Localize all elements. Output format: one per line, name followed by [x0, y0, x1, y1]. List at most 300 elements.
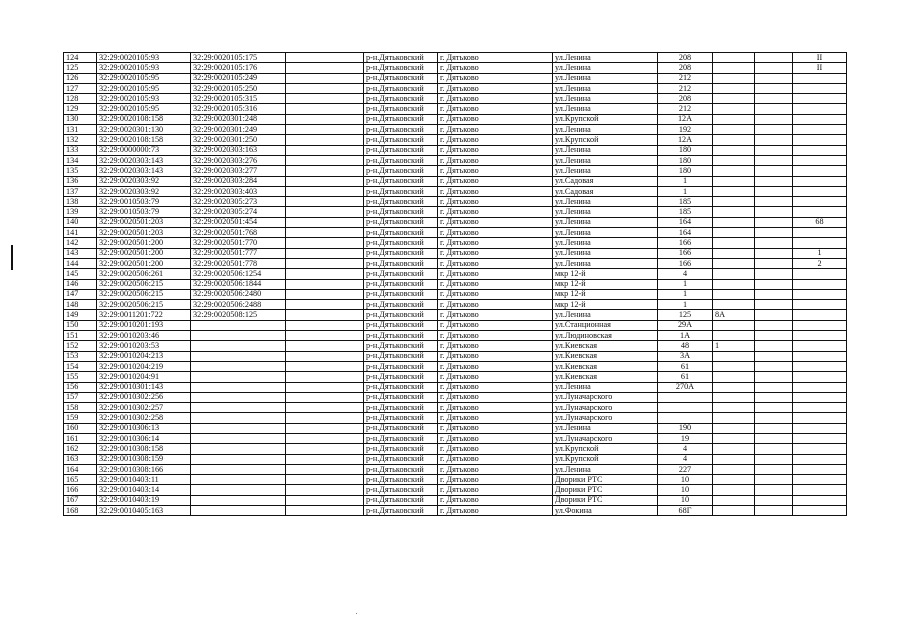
locality-cell: г. Дятьково — [438, 94, 553, 104]
object-number-cell — [191, 413, 286, 423]
district-cell: р-н.Дятьковский — [364, 258, 438, 268]
cadastral-number-cell: 32:29:0020105:95 — [97, 73, 191, 83]
house-cell: 227 — [658, 464, 713, 474]
building-cell — [713, 413, 755, 423]
locality-cell: г. Дятьково — [438, 186, 553, 196]
street-cell: Дворики РТС — [553, 475, 658, 485]
table-row — [64, 166, 847, 176]
blank-cell — [286, 454, 364, 464]
locality-cell: г. Дятьково — [438, 258, 553, 268]
building-cell — [713, 155, 755, 165]
blank-cell — [286, 392, 364, 402]
flat-cell — [793, 382, 847, 392]
cadastral-number-cell: 32:29:0011201:722 — [97, 310, 191, 320]
flat-cell — [793, 228, 847, 238]
building-cell — [713, 300, 755, 310]
letter-cell — [755, 372, 793, 382]
street-cell: ул.Луначарского — [553, 403, 658, 413]
locality-cell: г. Дятьково — [438, 279, 553, 289]
building-cell — [713, 320, 755, 330]
locality-cell: г. Дятьково — [438, 475, 553, 485]
locality-cell: г. Дятьково — [438, 217, 553, 227]
object-number-cell: 32:29:0020506:1844 — [191, 279, 286, 289]
object-number-cell — [191, 331, 286, 341]
letter-cell — [755, 238, 793, 248]
blank-cell — [286, 433, 364, 443]
building-cell — [713, 94, 755, 104]
letter-cell — [755, 382, 793, 392]
table-row — [64, 403, 847, 413]
flat-cell — [793, 73, 847, 83]
house-cell: 166 — [658, 238, 713, 248]
cadastral-number-cell: 32:29:0010302:257 — [97, 403, 191, 413]
house-cell: 164 — [658, 217, 713, 227]
locality-cell: г. Дятьково — [438, 372, 553, 382]
flat-cell — [793, 186, 847, 196]
flat-cell — [793, 475, 847, 485]
locality-cell: г. Дятьково — [438, 464, 553, 474]
house-cell: 185 — [658, 207, 713, 217]
letter-cell — [755, 320, 793, 330]
cadastral-number-cell: 32:29:0010308:166 — [97, 464, 191, 474]
building-cell — [713, 485, 755, 495]
building-cell — [713, 228, 755, 238]
street-cell: ул.Ленина — [553, 125, 658, 135]
object-number-cell: 32:29:0020506:2488 — [191, 300, 286, 310]
object-number-cell: 32:29:0020105:249 — [191, 73, 286, 83]
object-number-cell: 32:29:0020303:284 — [191, 176, 286, 186]
locality-cell: г. Дятьково — [438, 392, 553, 402]
letter-cell — [755, 197, 793, 207]
street-cell: ул.Ленина — [553, 145, 658, 155]
locality-cell: г. Дятьково — [438, 289, 553, 299]
district-cell: р-н.Дятьковский — [364, 197, 438, 207]
blank-cell — [286, 145, 364, 155]
letter-cell — [755, 300, 793, 310]
house-cell: 29А — [658, 320, 713, 330]
blank-cell — [286, 217, 364, 227]
letter-cell — [755, 217, 793, 227]
cadastral-number-cell: 32:29:0020501:203 — [97, 217, 191, 227]
table-row — [64, 248, 847, 258]
scan-margin-mark — [11, 245, 13, 270]
letter-cell — [755, 104, 793, 114]
house-cell: 1 — [658, 279, 713, 289]
blank-cell — [286, 475, 364, 485]
flat-cell — [793, 135, 847, 145]
table-row — [64, 485, 847, 495]
house-cell: 164 — [658, 228, 713, 238]
letter-cell — [755, 155, 793, 165]
flat-cell — [793, 197, 847, 207]
cadastral-number-cell: 32:29:0010403:19 — [97, 495, 191, 505]
flat-cell — [793, 331, 847, 341]
cadastral-number-cell: 32:29:0010301:143 — [97, 382, 191, 392]
district-cell: р-н.Дятьковский — [364, 63, 438, 73]
blank-cell — [286, 176, 364, 186]
locality-cell: г. Дятьково — [438, 63, 553, 73]
cadastral-number-cell: 32:29:0020506:215 — [97, 279, 191, 289]
flat-cell — [793, 94, 847, 104]
house-cell: 10 — [658, 475, 713, 485]
blank-cell — [286, 279, 364, 289]
table-row — [64, 176, 847, 186]
table-row — [64, 444, 847, 454]
flat-cell — [793, 506, 847, 516]
blank-cell — [286, 258, 364, 268]
house-cell: 61 — [658, 361, 713, 371]
house-cell: 10 — [658, 495, 713, 505]
row-number-cell: 138 — [64, 197, 97, 207]
district-cell: р-н.Дятьковский — [364, 310, 438, 320]
house-cell: 48 — [658, 341, 713, 351]
street-cell: ул.Ленина — [553, 248, 658, 258]
district-cell: р-н.Дятьковский — [364, 444, 438, 454]
row-number-cell: 129 — [64, 104, 97, 114]
table-row — [64, 73, 847, 83]
building-cell — [713, 207, 755, 217]
district-cell: р-н.Дятьковский — [364, 433, 438, 443]
table-row — [64, 341, 847, 351]
letter-cell — [755, 351, 793, 361]
street-cell: ул.Ленина — [553, 73, 658, 83]
table-row — [64, 454, 847, 464]
letter-cell — [755, 63, 793, 73]
row-number-cell: 132 — [64, 135, 97, 145]
cadastral-number-cell: 32:29:0010405:163 — [97, 506, 191, 516]
blank-cell — [286, 413, 364, 423]
street-cell: ул.Станционная — [553, 320, 658, 330]
street-cell: ул.Людиновская — [553, 331, 658, 341]
district-cell: р-н.Дятьковский — [364, 464, 438, 474]
table-row — [64, 382, 847, 392]
table-row — [64, 269, 847, 279]
house-cell: 4 — [658, 454, 713, 464]
building-cell — [713, 176, 755, 186]
building-cell — [713, 217, 755, 227]
locality-cell: г. Дятьково — [438, 197, 553, 207]
blank-cell — [286, 269, 364, 279]
district-cell: р-н.Дятьковский — [364, 331, 438, 341]
street-cell: ул.Ленина — [553, 166, 658, 176]
table-row — [64, 464, 847, 474]
flat-cell — [793, 125, 847, 135]
flat-cell: 2 — [793, 258, 847, 268]
cadastral-number-cell: 32:29:0020105:93 — [97, 63, 191, 73]
flat-cell — [793, 444, 847, 454]
blank-cell — [286, 248, 364, 258]
letter-cell — [755, 392, 793, 402]
row-number-cell: 159 — [64, 413, 97, 423]
building-cell — [713, 269, 755, 279]
blank-cell — [286, 506, 364, 516]
district-cell: р-н.Дятьковский — [364, 495, 438, 505]
table-row — [64, 228, 847, 238]
building-cell — [713, 83, 755, 93]
blank-cell — [286, 351, 364, 361]
blank-cell — [286, 155, 364, 165]
house-cell: 68Г — [658, 506, 713, 516]
street-cell: ул.Ленина — [553, 53, 658, 63]
blank-cell — [286, 238, 364, 248]
blank-cell — [286, 73, 364, 83]
house-cell: 180 — [658, 145, 713, 155]
flat-cell: 68 — [793, 217, 847, 227]
locality-cell: г. Дятьково — [438, 310, 553, 320]
locality-cell: г. Дятьково — [438, 248, 553, 258]
district-cell: р-н.Дятьковский — [364, 392, 438, 402]
object-number-cell: 32:29:0020501:770 — [191, 238, 286, 248]
building-cell — [713, 433, 755, 443]
table-row — [64, 279, 847, 289]
blank-cell — [286, 485, 364, 495]
cadastral-number-cell: 32:29:0020303:143 — [97, 166, 191, 176]
object-number-cell — [191, 464, 286, 474]
cadastral-number-cell: 32:29:0020108:158 — [97, 135, 191, 145]
table-row — [64, 506, 847, 516]
street-cell: ул.Киевская — [553, 341, 658, 351]
table-row — [64, 155, 847, 165]
blank-cell — [286, 228, 364, 238]
blank-cell — [286, 125, 364, 135]
object-number-cell: 32:29:0020105:175 — [191, 53, 286, 63]
letter-cell — [755, 73, 793, 83]
district-cell: р-н.Дятьковский — [364, 341, 438, 351]
locality-cell: г. Дятьково — [438, 145, 553, 155]
flat-cell: 1 — [793, 248, 847, 258]
district-cell: р-н.Дятьковский — [364, 320, 438, 330]
locality-cell: г. Дятьково — [438, 413, 553, 423]
letter-cell — [755, 403, 793, 413]
letter-cell — [755, 228, 793, 238]
object-number-cell: 32:29:0020508:125 — [191, 310, 286, 320]
object-number-cell: 32:29:0020301:248 — [191, 114, 286, 124]
row-number-cell: 158 — [64, 403, 97, 413]
cadastral-number-cell: 32:29:0020506:215 — [97, 289, 191, 299]
row-number-cell: 150 — [64, 320, 97, 330]
house-cell: 212 — [658, 83, 713, 93]
table-row — [64, 258, 847, 268]
street-cell: ул.Ленина — [553, 238, 658, 248]
letter-cell — [755, 94, 793, 104]
house-cell: 166 — [658, 258, 713, 268]
building-cell — [713, 372, 755, 382]
building-cell — [713, 392, 755, 402]
district-cell: р-н.Дятьковский — [364, 114, 438, 124]
row-number-cell: 131 — [64, 125, 97, 135]
letter-cell — [755, 423, 793, 433]
flat-cell — [793, 289, 847, 299]
street-cell: ул.Ленина — [553, 258, 658, 268]
table-row — [64, 94, 847, 104]
house-cell: 208 — [658, 53, 713, 63]
locality-cell: г. Дятьково — [438, 361, 553, 371]
object-number-cell — [191, 403, 286, 413]
cadastral-number-cell: 32:29:0020501:200 — [97, 258, 191, 268]
house-cell: 185 — [658, 197, 713, 207]
table-row — [64, 217, 847, 227]
flat-cell — [793, 238, 847, 248]
flat-cell: II — [793, 53, 847, 63]
street-cell: ул.Ленина — [553, 382, 658, 392]
district-cell: р-н.Дятьковский — [364, 125, 438, 135]
district-cell: р-н.Дятьковский — [364, 300, 438, 310]
district-cell: р-н.Дятьковский — [364, 207, 438, 217]
row-number-cell: 161 — [64, 433, 97, 443]
locality-cell: г. Дятьково — [438, 155, 553, 165]
table-row — [64, 433, 847, 443]
flat-cell — [793, 454, 847, 464]
blank-cell — [286, 94, 364, 104]
cadastral-number-cell: 32:29:0010308:159 — [97, 454, 191, 464]
row-number-cell: 127 — [64, 83, 97, 93]
row-number-cell: 124 — [64, 53, 97, 63]
locality-cell: г. Дятьково — [438, 485, 553, 495]
table-row — [64, 135, 847, 145]
building-cell — [713, 238, 755, 248]
locality-cell: г. Дятьково — [438, 176, 553, 186]
street-cell: Дворики РТС — [553, 485, 658, 495]
blank-cell — [286, 135, 364, 145]
table-row — [64, 207, 847, 217]
building-cell — [713, 506, 755, 516]
street-cell: ул.Ленина — [553, 63, 658, 73]
object-number-cell — [191, 444, 286, 454]
object-number-cell — [191, 351, 286, 361]
cadastral-number-cell: 32:29:0010403:11 — [97, 475, 191, 485]
district-cell: р-н.Дятьковский — [364, 372, 438, 382]
cadastral-number-cell: 32:29:0010403:14 — [97, 485, 191, 495]
flat-cell: II — [793, 63, 847, 73]
letter-cell — [755, 176, 793, 186]
district-cell: р-н.Дятьковский — [364, 186, 438, 196]
blank-cell — [286, 382, 364, 392]
cadastral-number-cell: 32:29:0010204:213 — [97, 351, 191, 361]
table-row — [64, 475, 847, 485]
street-cell: ул.Киевская — [553, 351, 658, 361]
cadastral-number-cell: 32:29:0020303:92 — [97, 176, 191, 186]
district-cell: р-н.Дятьковский — [364, 73, 438, 83]
cadastral-number-cell: 32:29:0020301:130 — [97, 125, 191, 135]
locality-cell: г. Дятьково — [438, 423, 553, 433]
flat-cell — [793, 351, 847, 361]
blank-cell — [286, 104, 364, 114]
cadastral-number-cell: 32:29:0020506:261 — [97, 269, 191, 279]
letter-cell — [755, 258, 793, 268]
locality-cell: г. Дятьково — [438, 300, 553, 310]
house-cell: 212 — [658, 104, 713, 114]
house-cell: 1А — [658, 331, 713, 341]
letter-cell — [755, 331, 793, 341]
locality-cell: г. Дятьково — [438, 135, 553, 145]
cadastral-number-cell: 32:29:0020105:93 — [97, 94, 191, 104]
flat-cell — [793, 413, 847, 423]
district-cell: р-н.Дятьковский — [364, 403, 438, 413]
house-cell: 19 — [658, 433, 713, 443]
cadastral-number-cell: 32:29:0020108:158 — [97, 114, 191, 124]
row-number-cell: 141 — [64, 228, 97, 238]
district-cell: р-н.Дятьковский — [364, 279, 438, 289]
row-number-cell: 157 — [64, 392, 97, 402]
house-cell: 4 — [658, 269, 713, 279]
house-cell: 3А — [658, 351, 713, 361]
flat-cell — [793, 433, 847, 443]
letter-cell — [755, 135, 793, 145]
district-cell: р-н.Дятьковский — [364, 176, 438, 186]
registry-table — [63, 52, 847, 516]
letter-cell — [755, 186, 793, 196]
locality-cell: г. Дятьково — [438, 104, 553, 114]
building-cell — [713, 454, 755, 464]
letter-cell — [755, 145, 793, 155]
object-number-cell: 32:29:0020303:163 — [191, 145, 286, 155]
building-cell — [713, 403, 755, 413]
locality-cell: г. Дятьково — [438, 382, 553, 392]
object-number-cell: 32:29:0020305:273 — [191, 197, 286, 207]
street-cell: мкр 12-й — [553, 289, 658, 299]
house-cell: 1 — [658, 289, 713, 299]
locality-cell: г. Дятьково — [438, 433, 553, 443]
object-number-cell: 32:29:0020501:778 — [191, 258, 286, 268]
house-cell: 10 — [658, 485, 713, 495]
letter-cell — [755, 506, 793, 516]
cadastral-number-cell: 32:29:0000000:73 — [97, 145, 191, 155]
row-number-cell: 162 — [64, 444, 97, 454]
object-number-cell: 32:29:0020105:315 — [191, 94, 286, 104]
letter-cell — [755, 361, 793, 371]
letter-cell — [755, 413, 793, 423]
flat-cell — [793, 104, 847, 114]
district-cell: р-н.Дятьковский — [364, 145, 438, 155]
district-cell: р-н.Дятьковский — [364, 382, 438, 392]
row-number-cell: 167 — [64, 495, 97, 505]
district-cell: р-н.Дятьковский — [364, 475, 438, 485]
locality-cell: г. Дятьково — [438, 228, 553, 238]
street-cell: ул.Крупской — [553, 114, 658, 124]
cadastral-number-cell: 32:29:0020105:93 — [97, 53, 191, 63]
house-cell: 208 — [658, 94, 713, 104]
district-cell: р-н.Дятьковский — [364, 228, 438, 238]
table-row — [64, 125, 847, 135]
building-cell — [713, 475, 755, 485]
street-cell: ул.Ленина — [553, 217, 658, 227]
row-number-cell: 151 — [64, 331, 97, 341]
district-cell: р-н.Дятьковский — [364, 423, 438, 433]
object-number-cell: 32:29:0020105:250 — [191, 83, 286, 93]
building-cell: 1 — [713, 341, 755, 351]
object-number-cell: 32:29:0020501:454 — [191, 217, 286, 227]
flat-cell — [793, 114, 847, 124]
street-cell: Дворики РТС — [553, 495, 658, 505]
blank-cell — [286, 495, 364, 505]
house-cell — [658, 413, 713, 423]
row-number-cell: 136 — [64, 176, 97, 186]
object-number-cell — [191, 341, 286, 351]
building-cell — [713, 53, 755, 63]
flat-cell — [793, 485, 847, 495]
district-cell: р-н.Дятьковский — [364, 269, 438, 279]
cadastral-number-cell: 32:29:0010503:79 — [97, 197, 191, 207]
row-number-cell: 130 — [64, 114, 97, 124]
cadastral-number-cell: 32:29:0020501:203 — [97, 228, 191, 238]
cadastral-number-cell: 32:29:0010308:158 — [97, 444, 191, 454]
cadastral-number-cell: 32:29:0010203:53 — [97, 341, 191, 351]
object-number-cell: 32:29:0020305:274 — [191, 207, 286, 217]
object-number-cell — [191, 320, 286, 330]
cadastral-number-cell: 32:29:0010201:193 — [97, 320, 191, 330]
cadastral-number-cell: 32:29:0010204:91 — [97, 372, 191, 382]
flat-cell — [793, 145, 847, 155]
